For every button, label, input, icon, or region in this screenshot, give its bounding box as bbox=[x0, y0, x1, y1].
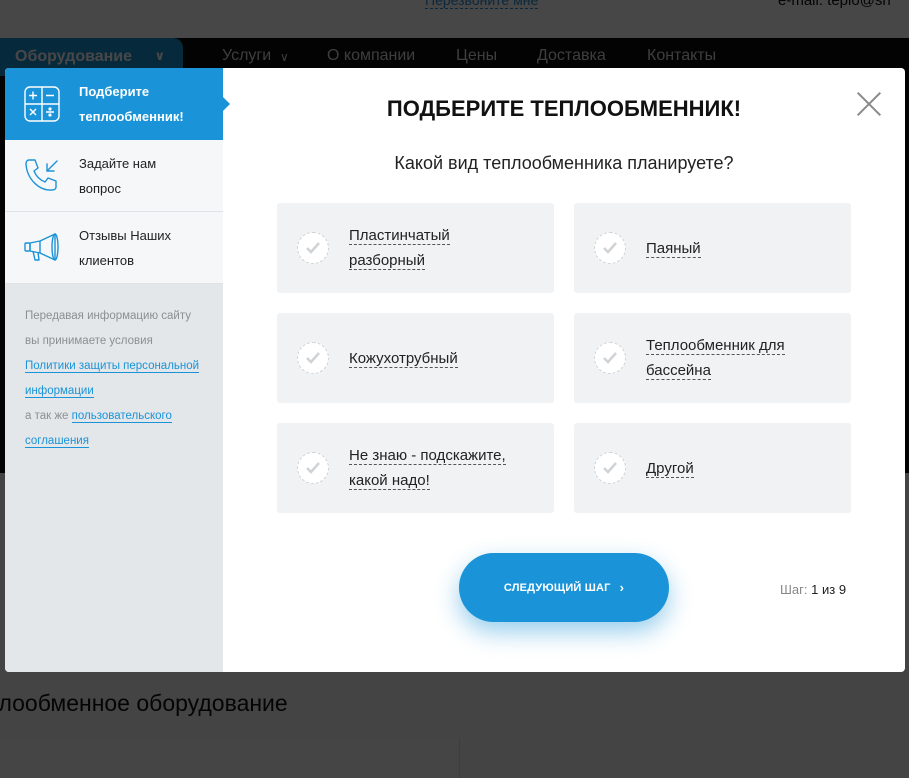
phone-incoming-icon bbox=[23, 157, 61, 195]
answer-options bbox=[277, 203, 851, 513]
option-plate-collapsible[interactable] bbox=[277, 203, 554, 293]
option-label: Кожухотрубный bbox=[349, 349, 458, 367]
modal-content bbox=[223, 68, 905, 672]
check-icon bbox=[297, 452, 329, 484]
megaphone-icon bbox=[23, 229, 61, 267]
check-icon bbox=[297, 342, 329, 374]
sidebar-item-reviews[interactable] bbox=[5, 212, 223, 284]
privacy-policy-link[interactable]: Политики защиты персональной информации bbox=[25, 360, 200, 397]
consent-text: Передавая информацию сайту вы принимаете условия Политики защиты персональной информации а так же пользовательского соглашения bbox=[25, 310, 200, 447]
option-label: Пластинчатый разборный bbox=[349, 227, 450, 269]
sidebar-item-label: Подберите теплообменник! bbox=[79, 83, 184, 124]
option-pool-exchanger[interactable] bbox=[574, 313, 851, 403]
quiz-modal bbox=[5, 68, 905, 672]
check-icon bbox=[594, 232, 626, 264]
option-label: Другой bbox=[646, 459, 694, 477]
next-step-button[interactable] bbox=[459, 553, 669, 622]
chevron-right-icon: › bbox=[619, 580, 625, 595]
option-dont-know[interactable] bbox=[277, 423, 554, 513]
sidebar-item-label: Задайте нам вопрос bbox=[79, 155, 157, 196]
sidebar-item-label: Отзывы Наших клиентов bbox=[79, 227, 172, 268]
sidebar-item-ask-question[interactable] bbox=[5, 140, 223, 212]
option-label: Теплообменник для бассейна bbox=[646, 337, 785, 379]
quiz-question: Какой вид теплообменника планируете? bbox=[394, 153, 734, 173]
option-brazed[interactable] bbox=[574, 203, 851, 293]
option-label: Паяный bbox=[646, 239, 701, 257]
user-agreement-link[interactable]: пользовательского соглашения bbox=[25, 410, 172, 447]
check-icon bbox=[297, 232, 329, 264]
sidebar-item-pick-exchanger[interactable] bbox=[5, 68, 223, 140]
modal-title: ПОДБЕРИТЕ ТЕПЛООБМЕННИК! bbox=[386, 96, 742, 121]
modal-sidebar bbox=[5, 68, 223, 672]
option-label: Не знаю - подскажите, какой надо! bbox=[349, 447, 506, 489]
check-icon bbox=[594, 452, 626, 484]
calculator-icon bbox=[23, 85, 61, 123]
step-counter: Шаг: 1 из 9 bbox=[780, 582, 847, 597]
check-icon bbox=[594, 342, 626, 374]
next-step-label: СЛЕДУЮЩИЙ ШАГ bbox=[503, 581, 611, 594]
option-shell-and-tube[interactable] bbox=[277, 313, 554, 403]
option-other[interactable] bbox=[574, 423, 851, 513]
